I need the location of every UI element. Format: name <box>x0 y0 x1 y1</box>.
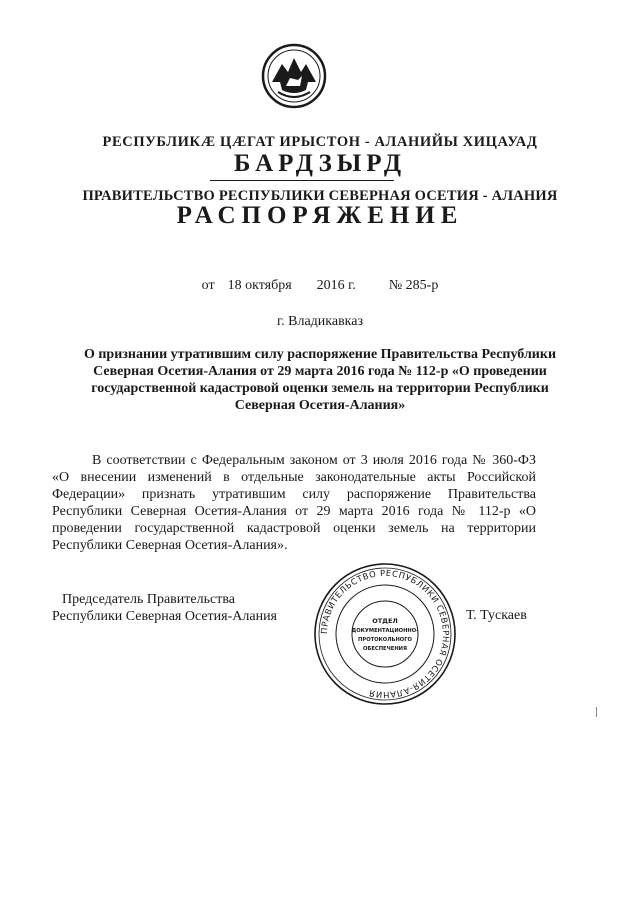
document-city: г. Владикавказ <box>276 314 364 329</box>
stamp-center-line2: ДОКУМЕНТАЦИОННО- <box>351 628 419 634</box>
coat-of-arms-emblem-icon <box>260 42 328 110</box>
document-title: О признании утратившим силу распоряжение Правительства Республики Северная Осетия-Алания от 29 марта 2016 года № 112-р «О проведении государственной кадастровой оценки земель на территории Республики Северная Осетия-Алания» <box>83 347 557 413</box>
stamp-center-line1: ОТДЕЛ <box>372 617 398 625</box>
stamp-center-line4: ОБЕСПЕЧЕНИЯ <box>362 646 408 652</box>
official-seal-icon <box>312 561 458 707</box>
signer-name: Т. Тускаев <box>466 608 527 623</box>
document-number: № 285-р <box>388 278 439 293</box>
body-paragraph: В соответствии с Федеральным законом от 3 июля 2016 года № 360-ФЗ «О внесении изменений в отдельные законодательные акты Российской Федерации» признать утратившим силу распоряжение Правительства Республики Северная Осетия-Алания от 29 марта 2016 года № 112-р «О проведении государственной кадастровой оценки земель на территории Республики Северная Осетия-Алания». <box>52 453 536 553</box>
scan-mark <box>596 707 597 717</box>
date-prefix: от <box>201 278 215 293</box>
signer-position-line1: Председатель Правительства <box>62 592 235 607</box>
stamp-ring-text: ПРАВИТЕЛЬСТВО РЕСПУБЛИКИ СЕВЕРНАЯ ОСЕТИЯ-АЛАНИЯ <box>318 567 452 701</box>
signer-position <box>52 591 277 625</box>
date-number-line <box>0 278 640 294</box>
header-russian-doc-type: РАСПОРЯЖЕНИЕ <box>176 202 464 229</box>
document-date: 18 октября <box>227 278 292 293</box>
signer-position-line2: Республики Северная Осетия-Алания <box>52 609 277 624</box>
document-body <box>52 452 536 554</box>
header-russian-government: ПРАВИТЕЛЬСТВО РЕСПУБЛИКИ СЕВЕРНАЯ ОСЕТИЯ - АЛАНИЯ <box>82 188 558 204</box>
header-divider <box>210 180 394 181</box>
header-ossetian-doc-type: БАРДЗЫРД <box>233 150 407 177</box>
header-ossetian-government: РЕСПУБЛИКӔ ЦӔГАТ ИРЫСТОН - АЛАНИЙЫ ХИЦАУАД <box>102 134 538 150</box>
document-year: 2016 г. <box>316 278 356 293</box>
stamp-center-line3: ПРОТОКОЛЬНОГО <box>358 637 412 643</box>
